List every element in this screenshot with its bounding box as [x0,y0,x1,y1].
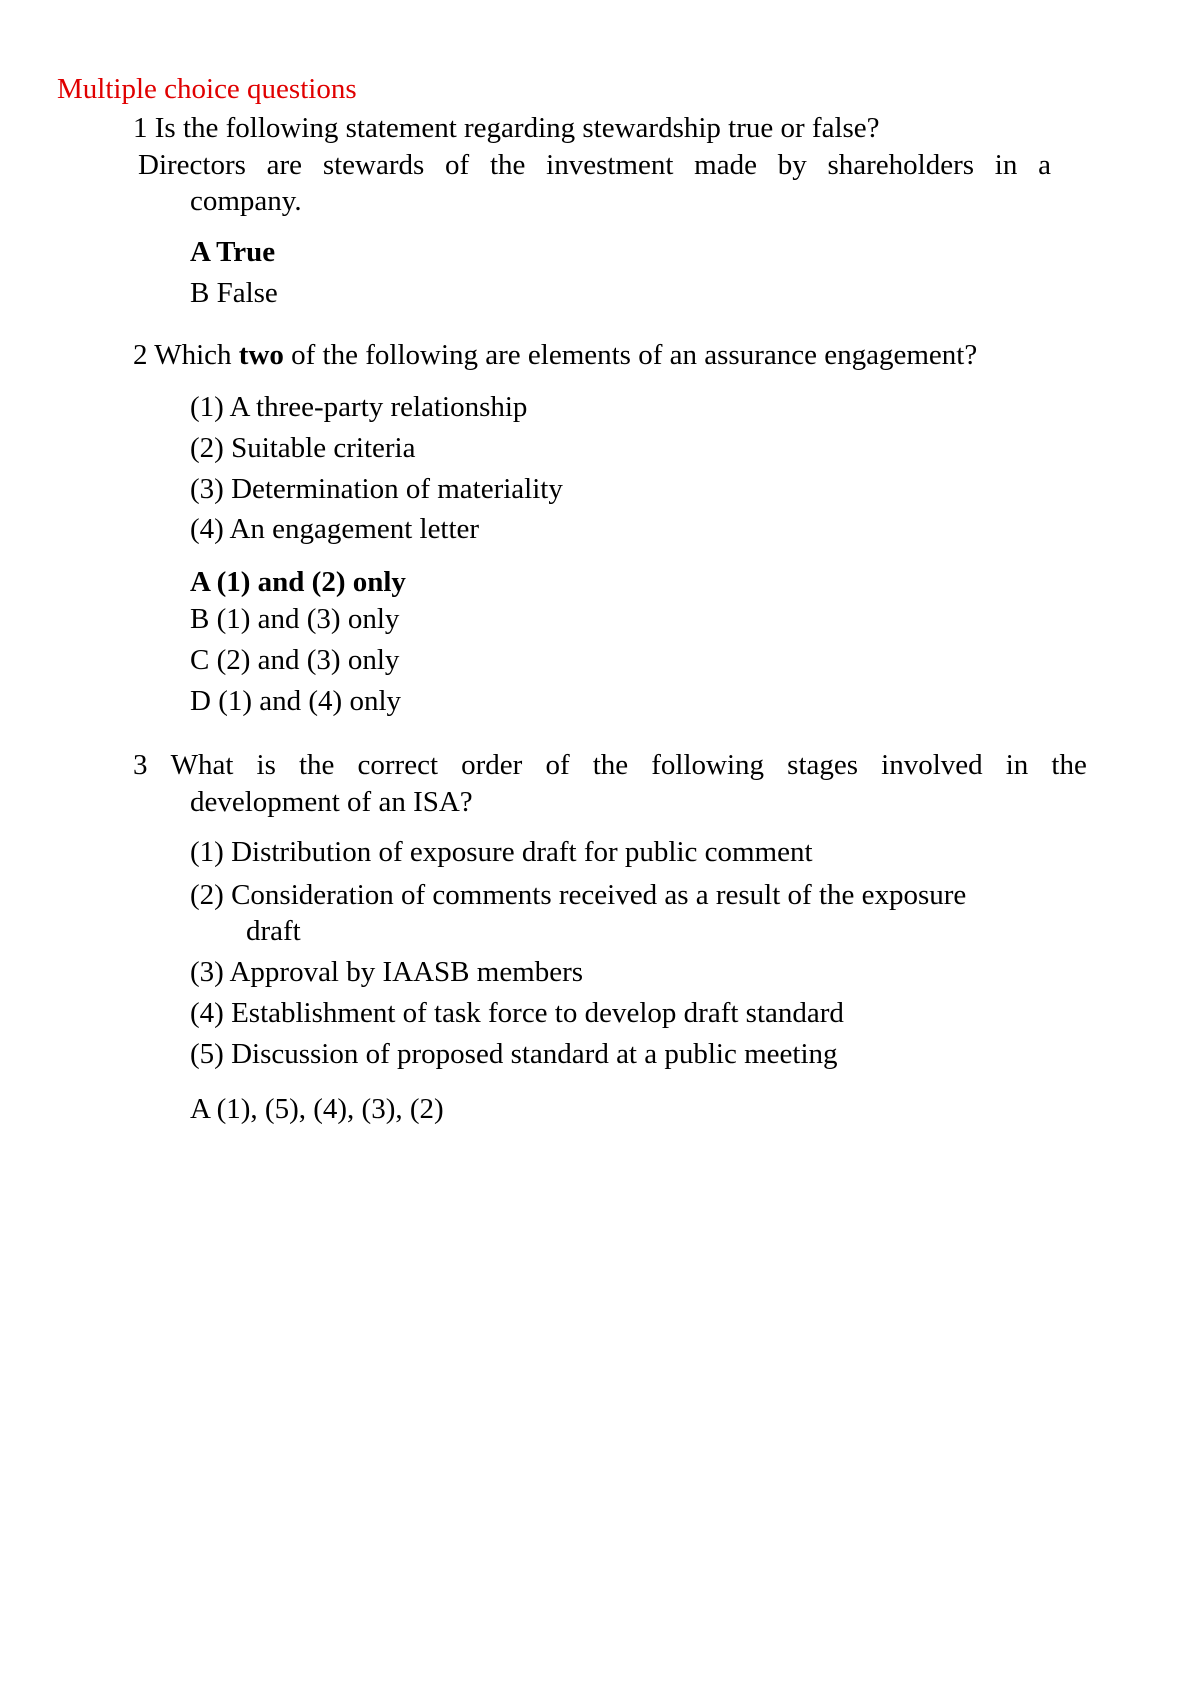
q2-option-b: B (1) and (3) only [190,603,400,635]
q1-statement-word: investment [546,149,674,181]
q3-item: (3) Approval by IAASB members [190,956,584,988]
q2-item: (2) Suitable criteria [190,432,416,464]
q1-statement-word: a [1038,149,1051,181]
q3-item: (1) Distribution of exposure draft for public comment [190,836,813,868]
q1-statement-word: of [445,149,470,181]
q1-option-a: A True [190,236,276,268]
q2-option-d: D (1) and (4) only [190,685,402,717]
q3-stem-word: the [1051,749,1087,781]
q3-stem-word: order [461,749,523,781]
q3-stem-word: correct [357,749,439,781]
q2-item: (3) Determination of materiality [190,473,563,505]
q2-item: (4) An engagement letter [190,513,480,545]
q3-item-continuation: draft [246,915,301,947]
q3-stem-word: What [170,749,234,781]
q3-item: (4) Establishment of task force to develop draft standard [190,997,844,1029]
q3-stem-word: stages [787,749,859,781]
q1-statement-word: stewards [322,149,425,181]
q3-stem-line [133,748,1087,783]
q1-statement-word: are [266,149,303,181]
q2-option-a: A (1) and (2) only [190,566,406,598]
q2-stem [133,338,977,373]
q3-stem-word: the [298,749,335,781]
q3-item: (5) Discussion of proposed standard at a public meeting [190,1038,838,1070]
q3-stem-word: involved [881,749,983,781]
q1-statement-word: by [777,149,807,181]
q1-statement-line [138,148,1051,183]
q2-stem-before: 2 Which [133,339,239,371]
q3-stem-end: development of an ISA? [190,786,473,818]
q3-stem-word: is [256,749,276,781]
q3-option-a: A (1), (5), (4), (3), (2) [190,1093,444,1125]
q2-stem-bold: two [238,339,284,371]
q1-statement-word: made [694,149,757,181]
q2-item: (1) A three-party relationship [190,391,528,423]
q3-stem-word: the [592,749,629,781]
q1-statement-word: Directors [138,149,246,181]
q1-stem: 1 Is the following statement regarding stewardship true or false? [133,112,880,144]
q1-statement-end: company. [190,185,302,217]
q3-stem-word: of [545,749,570,781]
q1-option-b: B False [190,277,278,309]
q1-statement-word: the [489,149,526,181]
q3-stem-word: 3 [133,749,148,781]
q3-stem-word: following [651,749,765,781]
q3-item: (2) Consideration of comments received as a result of the exposure [190,879,967,911]
q2-stem-after: of the following are elements of an assurance engagement? [283,339,978,371]
q3-stem-word: in [1005,749,1029,781]
q2-option-c: C (2) and (3) only [190,644,400,676]
q1-statement-word: shareholders [827,149,975,181]
section-heading: Multiple choice questions [57,73,357,105]
q1-statement-word: in [994,149,1018,181]
